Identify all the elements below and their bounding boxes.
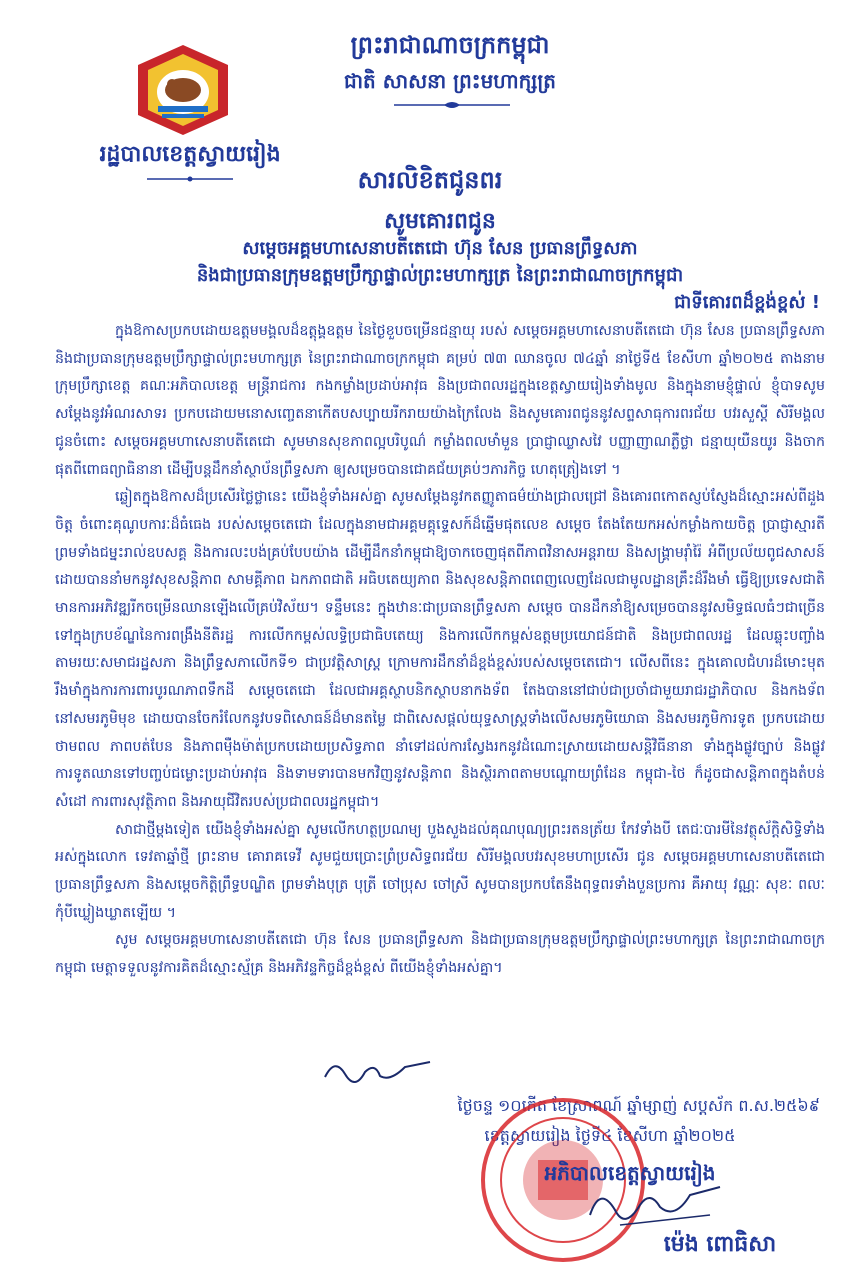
lunar-date: ថ្ងៃចន្ទ ១០កើត ខែស្រាពណ៍ ឆ្នាំម្សាញ់ សប្តស័ក ព.ស.២៥៦៩ [457, 1096, 820, 1115]
provincial-emblem-icon [128, 40, 238, 140]
letter-body [55, 318, 825, 983]
recipient-line: ជាទីគោរពដ៏ខ្ពង់ខ្ពស់ ! [674, 292, 820, 313]
initial-signature [320, 1052, 440, 1092]
ornament-divider [145, 175, 235, 183]
kingdom-heading: ព្រះរាជាណាចក្រកម្ពុជា [350, 31, 550, 59]
recipient-line: សម្តេចអគ្គមហាសេនាបតីតេជោ ហ៊ុន សែន ប្រធានព្រឹទ្ធសភា [242, 238, 638, 259]
recipient-line: និងជាប្រធានក្រុមឧត្តមប្រឹក្សាផ្ទាល់ព្រះមហាក្សត្រ នៃព្រះរាជាណាចក្រកម្ពុជា [196, 265, 684, 286]
administration-name: រដ្ឋបាលខេត្តស្វាយរៀង [99, 142, 281, 167]
salutation: សូមគោរពជូន [384, 209, 496, 234]
body-paragraph: ក្នុងឱកាសប្រកបដោយឧត្តមមង្គលដ៏ឧត្តុង្គឧត្តម នៃថ្ងៃខួបចម្រើនជន្មាយុ របស់ សម្តេចអគ្គមហាសេនាបតីតេជោ ហ៊ុន សែន ប្រធានព្រឹទ្ធសភា និងជាប្រធានក្រុមឧត្តមប្រឹក្សាផ្ទាល់ព្រះមហាក្សត្រ នៃព្រះរាជាណាចក្រកម្ពុជា គម្រប់ ៧៣ ឈានចូល ៧៤ឆ្នាំ នាថ្ងៃទី៥ ខែសីហា ឆ្នាំ២០២៥ តាងនាមក្រុមប្រឹក្សាខេត្ត គណៈអភិបាលខេត្ត មន្ត្រីរាជការ កងកម្លាំងប្រដាប់អាវុធ និងប្រជាពលរដ្ឋក្នុងខេត្តស្វាយរៀងទាំងមូល និងក្នុងនាមខ្ញុំផ្ទាល់ ខ្ញុំបាទសូមសម្តែងនូវអំណរសាទរ ប្រកបដោយមនោសញ្ចេតនាកើតបសប្បាយរីករាយយ៉ាងក្រៃលែង និងសូមគោរពជូននូវសព្ទសាធុការពរជ័យ បវរសួស្តី សិរីមង្គល ជូនចំពោះ សម្តេចអគ្គមហាសេនាបតីតេជោ សូមមានសុខភាពល្អបរិបូណ៌ កម្លាំងពលមាំមួន ប្រាជ្ញាឈ្លាសវៃ បញ្ញាញាណភ្លឺថ្លា ជន្មាយុយឺនយូរ និងចាកផុតពីពោធព្យាធិនានា ដើម្បីបន្តដឹកនាំស្ថាប័នព្រឹទ្ធសភា ឲ្យសម្រេចបានជោគជ័យគ្រប់ៗភារកិច្ច ហេតុត្រៀងទៅ ។ [55, 323, 825, 478]
ornament-divider [392, 100, 512, 110]
letter-date: ខេត្តស្វាយរៀង ថ្ងៃទី៤ ខែសីហា ឆ្នាំ២០២៥ [484, 1126, 736, 1145]
body-paragraph: សាជាថ្មីម្តងទៀត យើងខ្ញុំទាំងអស់គ្នា សូមលើកហត្ថប្រណម្យ បួងសួងដល់គុណបុណ្យព្រះរតនត្រ័យ កែវទាំងបី តេជៈបារមីនៃវត្ថុស័ក្តិសិទ្ធិទាំងអស់ក្នុងលោក ទេវតាឆ្នាំថ្មី ព្រះនាម គោរាគទេវី សូមជួយប្រោះព្រំប្រសិទ្ធពរជ័យ សិរីមង្គលបវរសុខមហាប្រសើរ ជូន សម្តេចអគ្គមហាសេនាបតីតេជោ ប្រធានព្រឹទ្ធសភា និងសម្តេចកិត្តិព្រឹទ្ធបណ្ឌិត ព្រមទាំងបុត្រ បុត្រី ចៅប្រុស ចៅស្រី សូមបានប្រកបតែនឹងពុទ្ធពរទាំងបួនប្រការ គឺអាយុ វណ្ណៈ សុខៈ ពលៈ កុំបីឃ្លៀងឃ្លាតឡើយ ។ [55, 821, 825, 921]
letter-title: សារលិខិតជូនពរ [357, 166, 503, 194]
national-motto: ជាតិ សាសនា ព្រះមហាក្សត្រ [344, 69, 556, 93]
signer-name: ម៉េង ពោធិសា [663, 1232, 777, 1257]
body-paragraph: សូម សម្តេចអគ្គមហាសេនាបតីតេជោ ហ៊ុន សែន ប្រធានព្រឹទ្ធសភា និងជាប្រធានក្រុមឧត្តមប្រឹក្សាផ្ទាល់ព្រះមហាក្សត្រ នៃព្រះរាជាណាចក្រកម្ពុជា មេត្តាទទួលនូវការគិតដ៏ស្មោះស្ម័គ្រ និងអភិវន្ទកិច្ចដ៏ខ្ពង់ខ្ពស់ ពីយើងខ្ញុំទាំងអស់គ្នា។ [55, 932, 825, 977]
body-paragraph: ឆ្លៀតក្នុងឱកាសដ៏ប្រសើរថ្លៃថ្លានេះ យើងខ្ញុំទាំងអស់គ្នា សូមសម្តែងនូវកតញ្ញូតាធម៌យ៉ាងជ្រាលជ្រៅ និងគោរពកោតស្ញប់ស្ញែងដ៏ស្មោះអស់ពីដួងចិត្ត ចំពោះគុណូបការៈដ៏ធំធេង របស់សម្តេចតេជោ ដែលក្នុងនាមជាអគ្គមគ្គុទ្ទេសក៍ដ៏ឆ្នើមផុតលេខ សម្តេច តែងតែយកអស់កម្លាំងកាយចិត្ត ប្រាជ្ញាស្មារតី ព្រមទាំងជម្នះរាល់ឧបសគ្គ និងការលះបង់គ្រប់បែបយ៉ាង ដើម្បីដឹកនាំកម្ពុជាឱ្យចាកចេញផុតពីភាពវិនាសអន្តរាយ និងសង្គ្រាមរ៉ាំរ៉ៃ អំពីប្រល័យពូជសាសន៍ ដោយបាននាំមកនូវសុខសន្តិភាព សាមគ្គីភាព ឯកភាពជាតិ អធិបតេយ្យភាព និងសុខសន្តិភាពពេញលេញដែលជាមូលដ្ឋានគ្រឹះដ៏រឹងមាំ ធ្វើឱ្យប្រទេសជាតិ មានការអភិវឌ្ឍរីកចម្រើនឈានឡើងលើគ្រប់វិស័យ។ ទន្ទឹមនេះ ក្នុងឋានៈជាប្រធានព្រឹទ្ធសភា សម្តេច បានដឹកនាំឱ្យសម្រេចបាននូវសមិទ្ធផលធំៗជាច្រើនទៅក្នុងក្របខ័ណ្ឌនៃការពង្រឹងនីតិរដ្ឋ ការលើកកម្ពស់លទ្ធិប្រជាធិបតេយ្យ និងការលើកកម្ពស់ឧត្តមប្រយោជន៍ជាតិ និងប្រជាពលរដ្ឋ ដែលឆ្លុះបញ្ចាំងតាមរយៈសមាជរដ្ឋសភា និងព្រឹទ្ធសភាលើកទី១ ជាប្រវត្តិសាស្ត្រ ក្រោមការដឹកនាំដ៏ខ្ពង់ខ្ពស់របស់សម្តេចតេជោ។ លើសពីនេះ ក្នុងគោលជំហរដ៏មោះមុតរឹងមាំក្នុងការការពារបូរណភាពទឹកដី សម្តេចតេជោ ដែលជាអគ្គស្ថាបនិកស្ថាបនាកងទ័ព តែងបាននៅជាប់ជាប្រចាំជាមួយរាជរដ្ឋាភិបាល និងកងទ័ពនៅសមរភូមិមុខ ដោយបានចែករំលែកនូវបទពិសោធន៍ដ៏មានតម្លៃ ជាពិសេសផ្តល់យុទ្ធសាស្ត្រទាំងលើសមរភូមិយោធា និងសមរភូមិការទូត ប្រកបដោយថាមពល ភាពបត់បែន និងភាពម៉ឺងម៉ាត់ប្រកបដោយប្រសិទ្ធភាព នាំទៅដល់ការស្វែងរកនូវដំណោះស្រាយដោយសន្តិវិធីនានា ទាំងក្នុងផ្លូវច្បាប់ និងផ្លូវការទូតឈានទៅបញ្ចប់ជម្លោះប្រដាប់អាវុធ និងទាមទារបានមកវិញនូវសន្តិភាព និងស្ថិរភាពតាមបណ្តោយព្រំដែន កម្ពុជា-ថៃ ក៏ដូចជាសន្តិភាពក្នុងតំបន់សំដៅ ការពារសុវត្ថិភាព និងអាយុជីវិតរបស់ប្រជាពលរដ្ឋកម្ពុជា។ [55, 489, 825, 810]
signer-title: អភិបាលខេត្តស្វាយរៀង [544, 1161, 716, 1185]
recipient-block [40, 208, 840, 316]
